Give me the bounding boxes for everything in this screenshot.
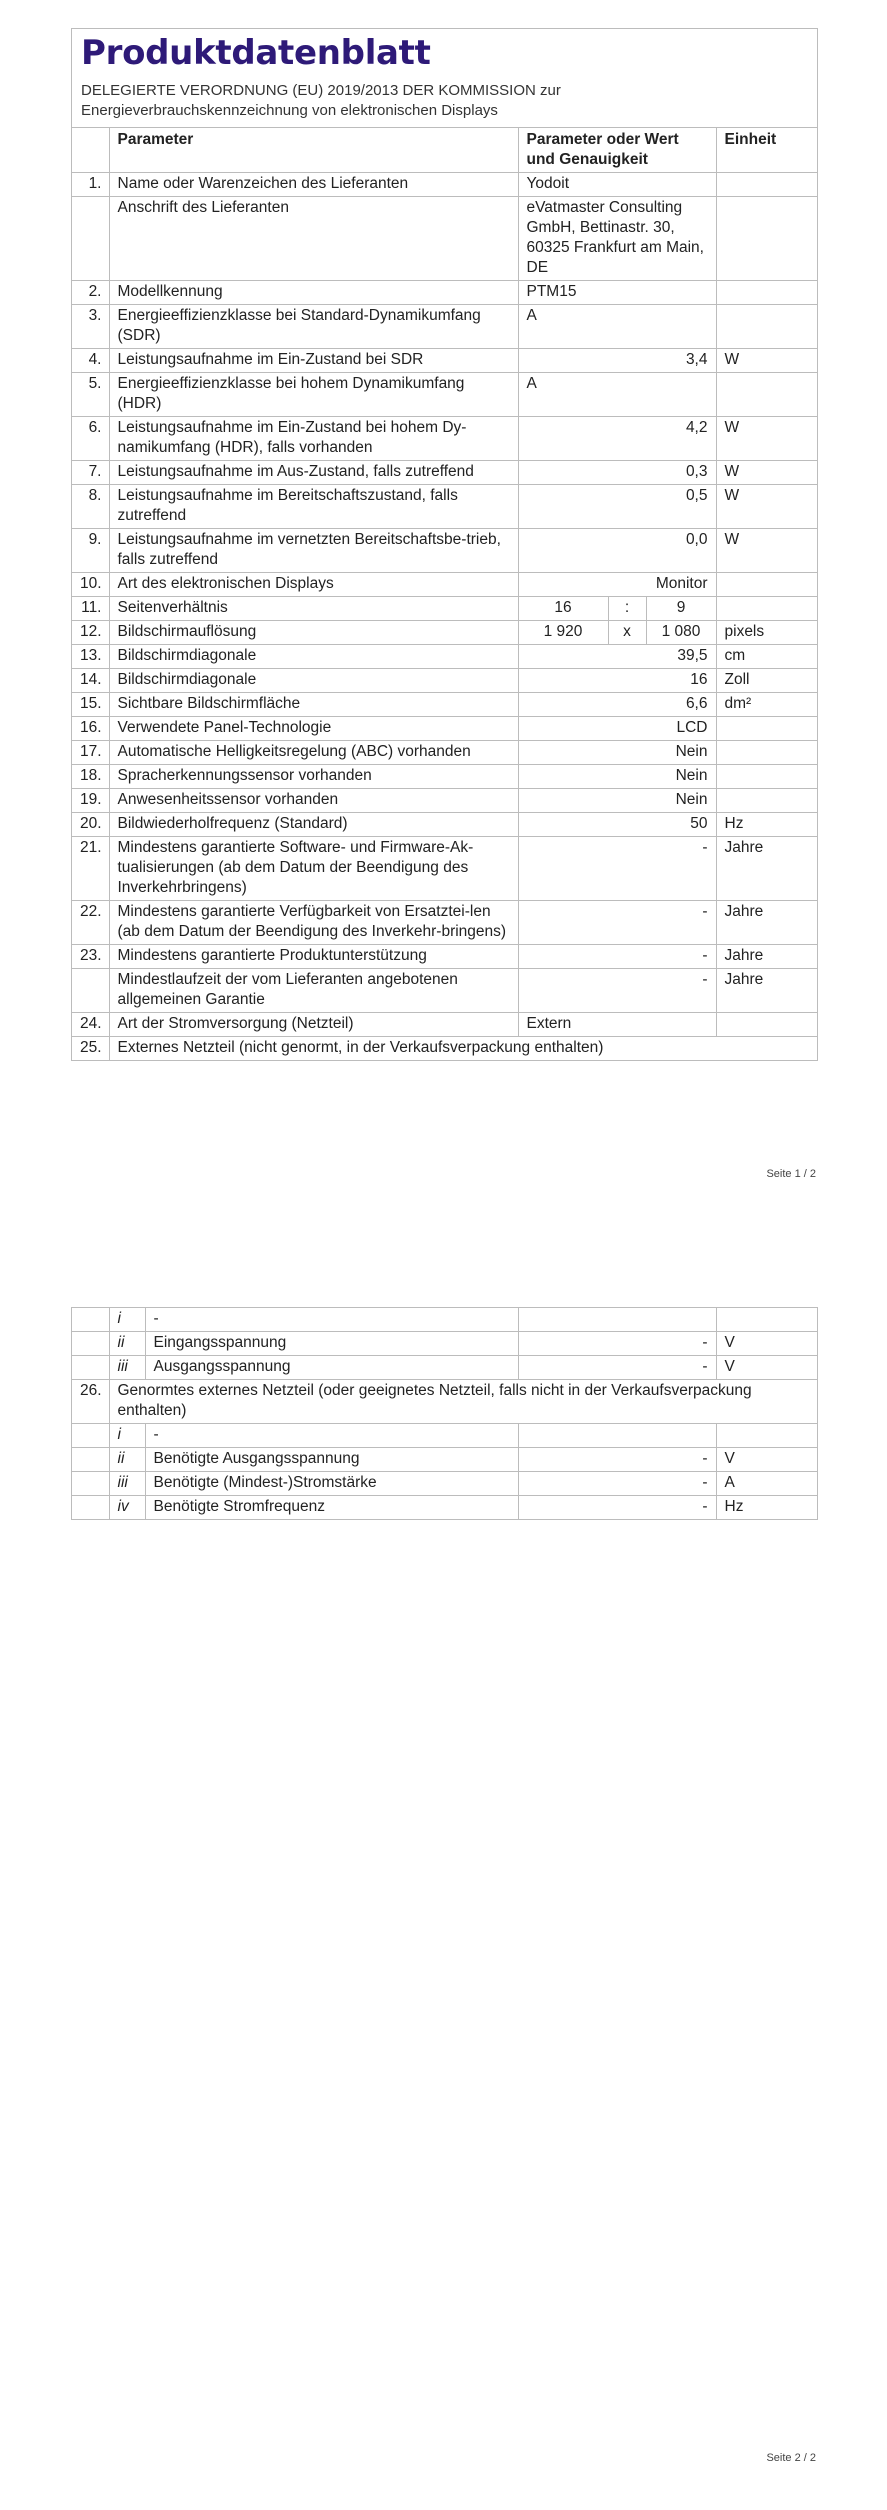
row-parameter: Mindestens garantierte Software- und Firmware-Ak-tualisierungen (ab dem Datum der Beendigung des Inverkehrbringens)	[109, 837, 518, 901]
row-number-empty	[72, 1332, 109, 1356]
table-row-aspect	[72, 597, 817, 621]
row-number: 10.	[72, 573, 109, 597]
table-row	[72, 349, 817, 373]
row-value: A	[518, 373, 716, 417]
row-number: 22.	[72, 901, 109, 945]
row-parameter: Eingangsspannung	[145, 1332, 518, 1356]
row-parameter: Genormtes externes Netzteil (oder geeignetes Netzteil, falls nicht in der Verkaufsverpackung enthalten)	[109, 1380, 817, 1424]
row-value: -	[518, 837, 716, 901]
netzteil-26-subrows	[72, 1424, 817, 1520]
row-unit	[716, 741, 817, 765]
row-number: 25.	[72, 1037, 109, 1061]
row-number: 26.	[72, 1380, 109, 1424]
row-value: A	[518, 305, 716, 349]
table-row	[72, 945, 817, 969]
table-row-resolution	[72, 621, 817, 645]
row-value: 0,3	[518, 461, 716, 485]
row-parameter: Benötigte Ausgangsspannung	[145, 1448, 518, 1472]
table-row	[72, 1496, 817, 1520]
row-unit: W	[716, 461, 817, 485]
row-unit: Jahre	[716, 901, 817, 945]
table-row	[72, 813, 817, 837]
row-number	[72, 969, 109, 1013]
row-value	[518, 1424, 716, 1448]
row-parameter: Art des elektronischen Displays	[109, 573, 518, 597]
row-unit: V	[716, 1448, 817, 1472]
row-parameter: Leistungsaufnahme im Bereitschaftszustand, falls zutreffend	[109, 485, 518, 529]
row-value: 3,4	[518, 349, 716, 373]
row-value: Nein	[518, 741, 716, 765]
row-unit: W	[716, 349, 817, 373]
row-parameter: Sichtbare Bildschirmfläche	[109, 693, 518, 717]
aspect-width: 16	[518, 597, 608, 621]
table-row	[72, 1472, 817, 1496]
table-row	[72, 1013, 817, 1037]
row-unit: cm	[716, 645, 817, 669]
row-unit: Jahre	[716, 969, 817, 1013]
netzteil-25-subrows	[72, 1308, 817, 1380]
row-parameter: Modellkennung	[109, 281, 518, 305]
row-number-empty	[72, 1424, 109, 1448]
subtitle-line-1: DELEGIERTE VERORDNUNG (EU) 2019/2013 DER KOMMISSION zur	[81, 82, 561, 99]
row-number: 2.	[72, 281, 109, 305]
row-value: -	[518, 1332, 716, 1356]
row-parameter: Energieeffizienzklasse bei hohem Dynamikumfang (HDR)	[109, 373, 518, 417]
row-parameter: Bildwiederholfrequenz (Standard)	[109, 813, 518, 837]
row-roman-index: ii	[109, 1448, 145, 1472]
table-body-part-4	[72, 1037, 817, 1061]
row-unit: W	[716, 485, 817, 529]
row-roman-index: iii	[109, 1356, 145, 1380]
row-unit: Jahre	[716, 837, 817, 901]
table-row	[72, 573, 817, 597]
row-number: 5.	[72, 373, 109, 417]
row-parameter: Benötigte Stromfrequenz	[145, 1496, 518, 1520]
table-row	[72, 1424, 817, 1448]
table-row	[72, 305, 817, 349]
row-value: -	[518, 945, 716, 969]
row-value: eVatmaster Consulting GmbH, Bettinastr. 30, 60325 Frankfurt am Main, DE	[518, 197, 716, 281]
row-number-empty	[72, 1496, 109, 1520]
row-parameter: Bildschirmauflösung	[109, 621, 518, 645]
row-number: 23.	[72, 945, 109, 969]
table-row	[72, 461, 817, 485]
row-unit	[716, 789, 817, 813]
row-value: 39,5	[518, 645, 716, 669]
row-unit: Hz	[716, 1496, 817, 1520]
table-body-row-26	[72, 1380, 817, 1424]
row-roman-index: iii	[109, 1472, 145, 1496]
row-parameter: Anwesenheitssensor vorhanden	[109, 789, 518, 813]
resolution-width: 1 920	[518, 621, 608, 645]
row-parameter: Leistungsaufnahme im Aus-Zustand, falls zutreffend	[109, 461, 518, 485]
row-value: -	[518, 901, 716, 945]
row-value: -	[518, 969, 716, 1013]
row-unit: Hz	[716, 813, 817, 837]
resolution-separator: x	[608, 621, 646, 645]
table-row	[72, 669, 817, 693]
table-row	[72, 1448, 817, 1472]
row-parameter: Bildschirmdiagonale	[109, 669, 518, 693]
table-row	[72, 693, 817, 717]
row-value: 0,5	[518, 485, 716, 529]
row-number: 14.	[72, 669, 109, 693]
row-value: 4,2	[518, 417, 716, 461]
row-number-empty	[72, 1472, 109, 1496]
table-body-part-1	[72, 173, 817, 597]
table-row	[72, 1308, 817, 1332]
row-number: 16.	[72, 717, 109, 741]
row-number-empty	[72, 1308, 109, 1332]
row-roman-index: ii	[109, 1332, 145, 1356]
row-parameter: Mindestlaufzeit der vom Lieferanten angebotenen allgemeinen Garantie	[109, 969, 518, 1013]
row-parameter: Anschrift des Lieferanten	[109, 197, 518, 281]
table-row	[72, 173, 817, 197]
row-number: 20.	[72, 813, 109, 837]
row-number: 13.	[72, 645, 109, 669]
row-number: 17.	[72, 741, 109, 765]
row-parameter: Seitenverhältnis	[109, 597, 518, 621]
table-row	[72, 417, 817, 461]
row-value: 16	[518, 669, 716, 693]
row-unit: W	[716, 417, 817, 461]
row-number: 19.	[72, 789, 109, 813]
row-parameter: Mindestens garantierte Produktunterstützung	[109, 945, 518, 969]
table-row	[72, 765, 817, 789]
table-row	[72, 717, 817, 741]
aspect-separator: :	[608, 597, 646, 621]
page-1-footer: Seite 1 / 2	[766, 1168, 816, 1180]
row-unit: V	[716, 1356, 817, 1380]
row-unit: A	[716, 1472, 817, 1496]
row-unit: dm²	[716, 693, 817, 717]
row-parameter: Verwendete Panel-Technologie	[109, 717, 518, 741]
table-row	[72, 789, 817, 813]
row-parameter: Energieeffizienzklasse bei Standard-Dynamikumfang (SDR)	[109, 305, 518, 349]
row-value: -	[518, 1356, 716, 1380]
row-value: -	[518, 1496, 716, 1520]
table-row	[72, 281, 817, 305]
table-row-26	[72, 1380, 817, 1424]
table-row	[72, 741, 817, 765]
table-row	[72, 197, 817, 281]
row-unit	[716, 1308, 817, 1332]
table-body-part-3	[72, 645, 817, 1037]
resolution-height: 1 080	[646, 621, 716, 645]
header-value: Parameter oder Wert und Genauigkeit	[518, 128, 716, 173]
row-parameter: Art der Stromversorgung (Netzteil)	[109, 1013, 518, 1037]
table-row	[72, 1332, 817, 1356]
row-unit	[716, 573, 817, 597]
row-unit: W	[716, 529, 817, 573]
row-unit: pixels	[716, 621, 817, 645]
row-parameter: Spracherkennungssensor vorhanden	[109, 765, 518, 789]
row-number: 8.	[72, 485, 109, 529]
row-unit	[716, 281, 817, 305]
row-unit: V	[716, 1332, 817, 1356]
header-unit: Einheit	[716, 128, 817, 173]
row-unit	[716, 173, 817, 197]
datasheet-header	[72, 29, 817, 128]
regulation-subtitle	[81, 81, 808, 121]
row-number: 12.	[72, 621, 109, 645]
aspect-height: 9	[646, 597, 716, 621]
row-parameter: -	[145, 1424, 518, 1448]
row-value: LCD	[518, 717, 716, 741]
row-roman-index: i	[109, 1308, 145, 1332]
table-row	[72, 645, 817, 669]
table-row	[72, 969, 817, 1013]
row-unit	[716, 597, 817, 621]
row-value: 0,0	[518, 529, 716, 573]
row-number-empty	[72, 1356, 109, 1380]
header-num	[72, 128, 109, 173]
table-row-25	[72, 1037, 817, 1061]
row-value: 6,6	[518, 693, 716, 717]
row-number	[72, 197, 109, 281]
datasheet-page-2	[71, 1307, 818, 1520]
row-unit	[716, 197, 817, 281]
row-number: 21.	[72, 837, 109, 901]
parameter-table-continued	[72, 1308, 817, 1520]
row-value: -	[518, 1472, 716, 1496]
row-number: 9.	[72, 529, 109, 573]
subtitle-line-2: Energieverbrauchskennzeichnung von elektronischen Displays	[81, 102, 498, 119]
table-body-part-2	[72, 597, 817, 645]
row-value: Monitor	[518, 573, 716, 597]
row-number: 15.	[72, 693, 109, 717]
row-parameter: Mindestens garantierte Verfügbarkeit von Ersatztei-len (ab dem Datum der Beendigung des Inverkehr-bringens)	[109, 901, 518, 945]
row-unit	[716, 1013, 817, 1037]
table-row	[72, 529, 817, 573]
row-unit	[716, 305, 817, 349]
row-value	[518, 1308, 716, 1332]
row-parameter: Name oder Warenzeichen des Lieferanten	[109, 173, 518, 197]
table-header-row	[72, 128, 817, 173]
row-unit	[716, 717, 817, 741]
row-unit	[716, 1424, 817, 1448]
row-unit: Jahre	[716, 945, 817, 969]
row-value: -	[518, 1448, 716, 1472]
row-number: 7.	[72, 461, 109, 485]
row-unit	[716, 765, 817, 789]
row-number: 1.	[72, 173, 109, 197]
row-parameter: Automatische Helligkeitsregelung (ABC) vorhanden	[109, 741, 518, 765]
table-row	[72, 1356, 817, 1380]
row-unit	[716, 373, 817, 417]
row-roman-index: i	[109, 1424, 145, 1448]
page-title: Produktdatenblatt	[81, 33, 431, 73]
row-number: 11.	[72, 597, 109, 621]
row-value: Extern	[518, 1013, 716, 1037]
row-roman-index: iv	[109, 1496, 145, 1520]
row-number: 6.	[72, 417, 109, 461]
row-parameter: Leistungsaufnahme im vernetzten Bereitschaftsbe-trieb, falls zutreffend	[109, 529, 518, 573]
row-parameter: Benötigte (Mindest-)Stromstärke	[145, 1472, 518, 1496]
row-parameter: -	[145, 1308, 518, 1332]
row-value: Nein	[518, 765, 716, 789]
datasheet-page-1	[71, 28, 818, 1061]
row-parameter: Ausgangsspannung	[145, 1356, 518, 1380]
header-parameter: Parameter	[109, 128, 518, 173]
row-parameter: Leistungsaufnahme im Ein-Zustand bei SDR	[109, 349, 518, 373]
row-number: 18.	[72, 765, 109, 789]
table-row	[72, 901, 817, 945]
table-row	[72, 837, 817, 901]
parameter-table	[72, 128, 817, 1061]
row-unit: Zoll	[716, 669, 817, 693]
row-number: 3.	[72, 305, 109, 349]
row-parameter: Bildschirmdiagonale	[109, 645, 518, 669]
table-row	[72, 485, 817, 529]
row-value: 50	[518, 813, 716, 837]
row-value: PTM15	[518, 281, 716, 305]
row-value: Nein	[518, 789, 716, 813]
row-value: Yodoit	[518, 173, 716, 197]
row-number: 4.	[72, 349, 109, 373]
row-number: 24.	[72, 1013, 109, 1037]
page-2-footer: Seite 2 / 2	[766, 2452, 816, 2464]
table-row	[72, 373, 817, 417]
row-number-empty	[72, 1448, 109, 1472]
row-parameter: Leistungsaufnahme im Ein-Zustand bei hohem Dy-namikumfang (HDR), falls vorhanden	[109, 417, 518, 461]
row-parameter: Externes Netzteil (nicht genormt, in der Verkaufsverpackung enthalten)	[109, 1037, 817, 1061]
